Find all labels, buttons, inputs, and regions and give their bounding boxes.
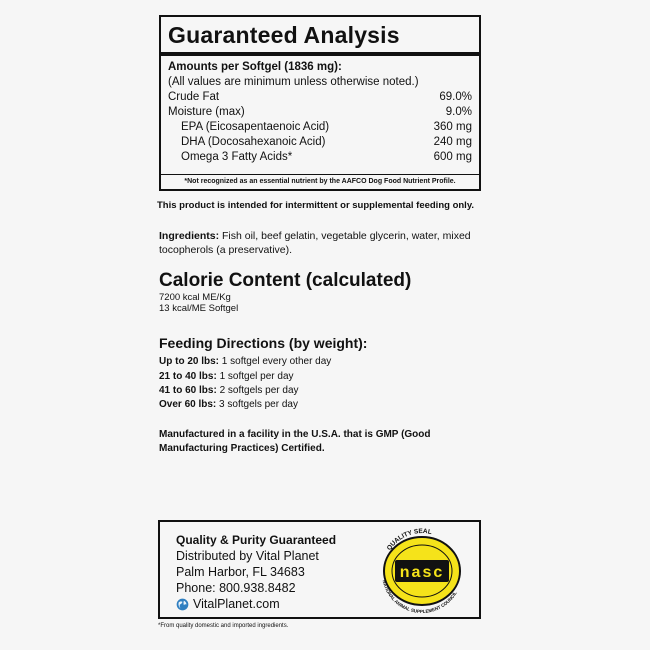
svg-text:nasc: nasc xyxy=(399,564,445,581)
calorie-per-kg: 7200 kcal ME/Kg xyxy=(159,292,231,303)
feeding-item xyxy=(159,371,294,383)
analysis-row-dha xyxy=(168,135,472,150)
analysis-row-value: 240 mg xyxy=(433,136,472,148)
analysis-row-omega3 xyxy=(168,150,472,165)
feeding-title: Feeding Directions (by weight): xyxy=(159,335,368,351)
website-link[interactable]: VitalPlanet.com xyxy=(193,597,280,611)
distributor-panel xyxy=(158,520,481,619)
distributor-name: Distributed by Vital Planet xyxy=(176,549,319,563)
svg-text:QUALITY SEAL: QUALITY SEAL xyxy=(385,527,433,552)
svg-text:NATIONAL ANIMAL SUPPLEMENT COU: NATIONAL ANIMAL SUPPLEMENT COUNCIL xyxy=(381,579,458,615)
feeding-amount: 2 softgels per day xyxy=(216,385,299,396)
feeding-item xyxy=(159,385,299,397)
feeding-item xyxy=(159,356,331,368)
analysis-row-name: EPA (Eicosapentaenoic Acid) xyxy=(181,121,330,133)
analysis-title-rule xyxy=(161,52,479,56)
analysis-row-name: Omega 3 Fatty Acids* xyxy=(181,151,293,163)
analysis-row-value: 600 mg xyxy=(433,151,472,163)
analysis-row-value: 360 mg xyxy=(433,121,472,133)
analysis-row-name: DHA (Docosahexanoic Acid) xyxy=(181,136,326,148)
feeding-weight: Over 60 lbs: xyxy=(159,399,217,410)
website-line xyxy=(176,596,336,612)
guaranteed-analysis-panel xyxy=(159,15,481,191)
ingredients-label: Ingredients: xyxy=(159,230,220,242)
feeding-weight: 21 to 40 lbs: xyxy=(159,371,217,382)
analysis-row-moisture xyxy=(168,105,472,120)
calorie-title: Calorie Content (calculated) xyxy=(159,270,412,291)
distributor-address: Palm Harbor, FL 34683 xyxy=(176,565,305,579)
globe-icon xyxy=(176,598,189,611)
analysis-row-value: 69.0% xyxy=(439,91,472,103)
analysis-row-value: 9.0% xyxy=(445,106,472,118)
distributor-info xyxy=(176,532,336,612)
ingredients-text: Fish oil, beef gelatin, vegetable glycerin, water, mixed tocopherols (a preservative). xyxy=(159,230,471,256)
source-footnote: *From quality domestic and imported ingredients. xyxy=(158,623,289,629)
values-note: (All values are minimum unless otherwise noted.) xyxy=(168,76,419,88)
nasc-quality-seal-logo xyxy=(374,526,470,616)
feeding-weight: 41 to 60 lbs: xyxy=(159,385,217,396)
analysis-row-name: Crude Fat xyxy=(168,91,220,103)
feeding-amount: 3 softgels per day xyxy=(216,399,298,410)
distributor-phone: Phone: 800.938.8482 xyxy=(176,581,296,595)
calorie-per-softgel: 13 kcal/ME Softgel xyxy=(159,303,239,314)
amounts-label: Amounts per Softgel (1836 mg): xyxy=(168,61,342,73)
analysis-title: Guaranteed Analysis xyxy=(168,22,400,48)
analysis-row-name: Moisture (max) xyxy=(168,106,245,118)
ingredients-block xyxy=(159,229,489,257)
feeding-amount: 1 softgel per day xyxy=(216,371,294,382)
manufacturing-statement: Manufactured in a facility in the U.S.A. that is GMP (Good Manufacturing Practices) Certified. xyxy=(159,429,431,454)
feeding-weight: Up to 20 lbs: xyxy=(159,356,220,367)
feeding-amount: 1 softgel every other day xyxy=(219,356,332,367)
quality-guarantee: Quality & Purity Guaranteed xyxy=(176,533,337,547)
analysis-footnote: *Not recognized as an essential nutrient by the AAFCO Dog Food Nutrient Profile. xyxy=(161,174,479,189)
analysis-row-epa xyxy=(168,120,472,135)
analysis-row-crude-fat xyxy=(168,90,472,105)
feeding-item xyxy=(159,399,298,411)
intended-use-statement: This product is intended for intermittent or supplemental feeding only. xyxy=(157,200,475,211)
